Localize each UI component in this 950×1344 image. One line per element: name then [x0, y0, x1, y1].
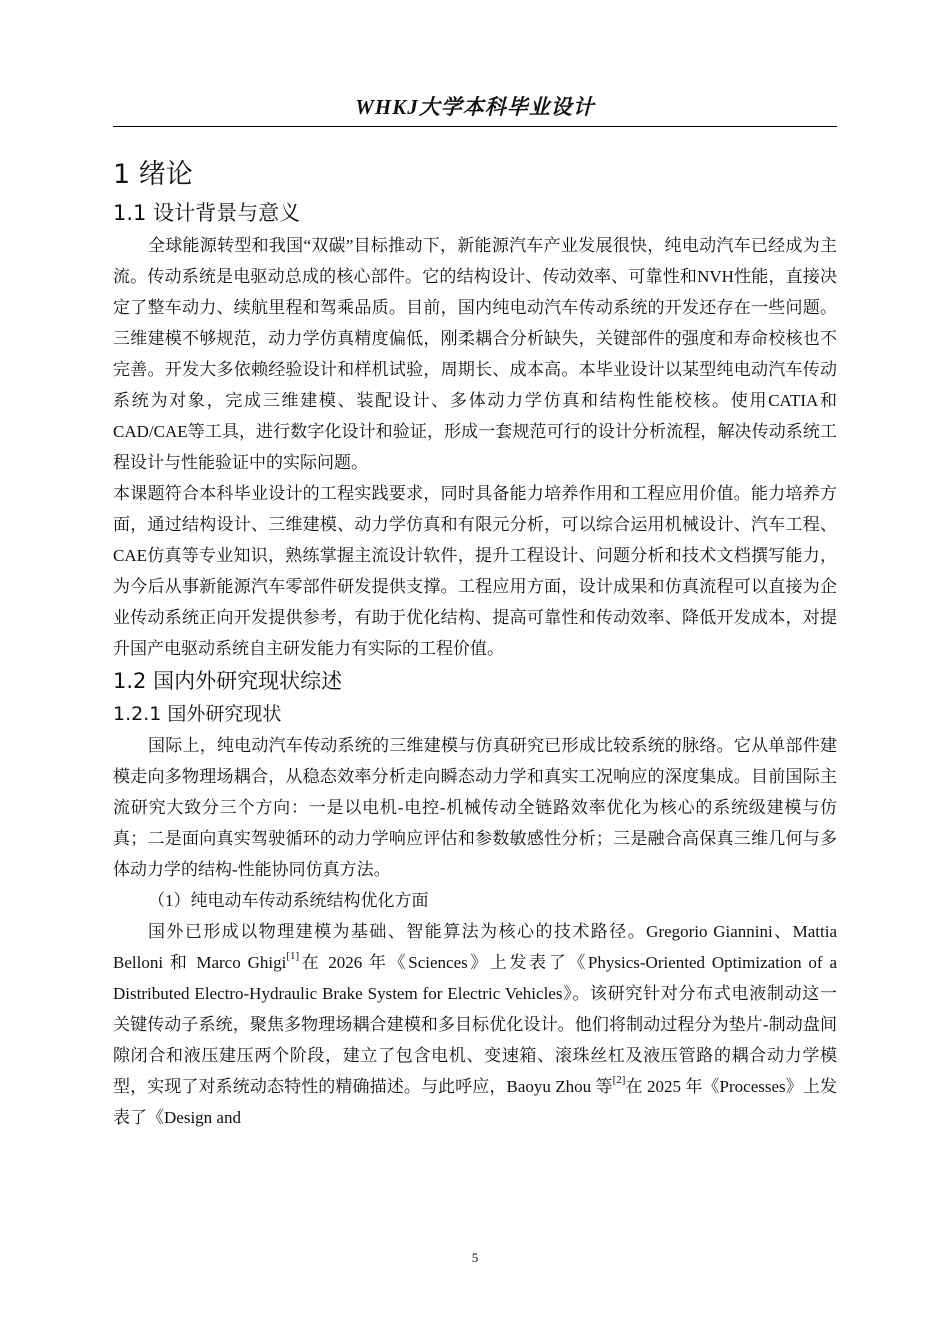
- citation-2: [2]: [612, 1074, 626, 1087]
- page-number: 5: [471, 1250, 479, 1265]
- page-body: [113, 154, 837, 1133]
- header-divider: [113, 126, 837, 127]
- paragraph-structure-optimization: [113, 916, 837, 1133]
- paragraph-text-part-c: 在 2025 年《Processes》上发表了《Design and: [113, 1077, 837, 1127]
- paragraph-text-part-b: 在 2026 年《Sciences》上发表了《Physics-Oriented Optimization of a Distributed Electro-Hydraulic Brake System for Electric Vehicles》。该研究针对分布式电液制动这一关键传动子系统，聚焦多物理场耦合建模和多目标优化设计。他们将制动过程分为垫片-制动盘间隙闭合和液压建压两个阶段，建立了包含电机、变速箱、滚珠丝杠及液压管路的耦合动力学模型，实现了对系统动态特性的精确描述。与此呼应，Baoyu Zhou 等: [113, 953, 837, 1096]
- list-item-heading-1: （1）纯电动车传动系统结构优化方面: [148, 891, 429, 910]
- paragraph-text-part-a: 国外已形成以物理建模为基础、智能算法为核心的技术路径。Gregorio Giannini、Mattia Belloni 和 Marco Ghigi: [113, 922, 837, 972]
- running-header: WHKJ大学本科毕业设计: [355, 95, 595, 119]
- paragraph-foreign-overview: 国际上，纯电动汽车传动系统的三维建模与仿真研究已形成比较系统的脉络。它从单部件建模走向多物理场耦合，从稳态效率分析走向瞬态动力学和真实工况响应的深度集成。目前国际主流研究大致分三个方向：一是以电机-电控-机械传动全链路效率优化为核心的系统级建模与仿真；二是面向真实驾驶循环的动力学响应评估和参数敏感性分析；三是融合高保真三维几何与多体动力学的结构-性能协同仿真方法。: [113, 736, 837, 879]
- paragraph-background: 全球能源转型和我国“双碳”目标推动下，新能源汽车产业发展很快，纯电动汽车已经成为主流。传动系统是电驱动总成的核心部件。它的结构设计、传动效率、可靠性和NVH性能，直接决定了整车动力、续航里程和驾乘品质。目前，国内纯电动汽车传动系统的开发还存在一些问题。三维建模不够规范，动力学仿真精度偏低，刚柔耦合分析缺失，关键部件的强度和寿命校核也不完善。开发大多依赖经验设计和样机试验，周期长、成本高。本毕业设计以某型纯电动汽车传动系统为对象，完成三维建模、装配设计、多体动力学仿真和结构性能校核。使用CATIA和CAD/CAE等工具，进行数字化设计和验证，形成一套规范可行的设计分析流程，解决传动系统工程设计与性能验证中的实际问题。: [113, 236, 837, 472]
- paragraph-significance: 本课题符合本科毕业设计的工程实践要求，同时具备能力培养作用和工程应用价值。能力培养方面，通过结构设计、三维建模、动力学仿真和有限元分析，可以综合运用机械设计、汽车工程、CAE仿真等专业知识，熟练掌握主流设计软件，提升工程设计、问题分析和技术文档撰写能力，为今后从事新能源汽车零部件研发提供支撑。工程应用方面，设计成果和仿真流程可以直接为企业传动系统正向开发提供参考，有助于优化结构、提高可靠性和传动效率、降低开发成本，对提升国产电驱动系统自主研发能力有实际的工程价值。: [113, 484, 837, 658]
- citation-1: [1]: [286, 950, 300, 963]
- subsection-title-1-2-1: 1.2.1 国外研究现状: [113, 703, 282, 725]
- section-title-1-1: 1.1 设计背景与意义: [113, 201, 301, 225]
- section-title-1-2: 1.2 国内外研究现状综述: [113, 669, 343, 693]
- chapter-title: 1 绪论: [113, 159, 193, 190]
